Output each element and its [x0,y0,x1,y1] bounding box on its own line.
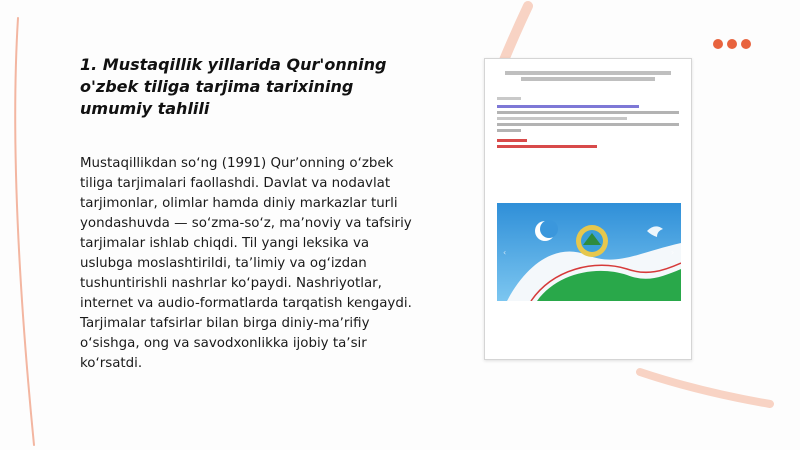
dot-3 [741,39,751,49]
document-thumbnail [484,58,692,360]
svg-text:‹: ‹ [503,248,507,257]
svg-text:›: › [671,248,675,257]
slide-body-text: Mustaqillikdan soʻng (1991) Qurʼonning oʻzbek tiliga tarjimalari faollashdi. Davlat va nodavlat tarjimonlar, olimlar hamda diniy markazlar turli yondashuvda — soʻzma-soʻz, maʼnoviy va tafsiriy tarjimalar ishlab chiqdi. Til yangi leksika va uslubga moslashtirildi, taʼlimiy va ogʻizdan tushuntirishli nashrlar koʻpaydi. Nashriyotlar, internet va audio-formatlarda tarqatish kengaydi. Tarjimalar tafsirlar bilan birga diniy-maʼrifiy oʻsishga, ong va savodxonlikka ijobiy taʼsir koʻrsatdi. [80,156,412,371]
dot-2 [727,39,737,49]
document-thumbnail-title [497,71,679,81]
dot-1 [713,39,723,49]
slide-title: 1. Mustaqillik yillarida Qur'onning o'zbek tiligа tarjima tarixining umumiy tahlili [80,55,387,118]
three-dots-menu-icon[interactable] [713,39,751,49]
flag-emblem-image [497,203,681,301]
